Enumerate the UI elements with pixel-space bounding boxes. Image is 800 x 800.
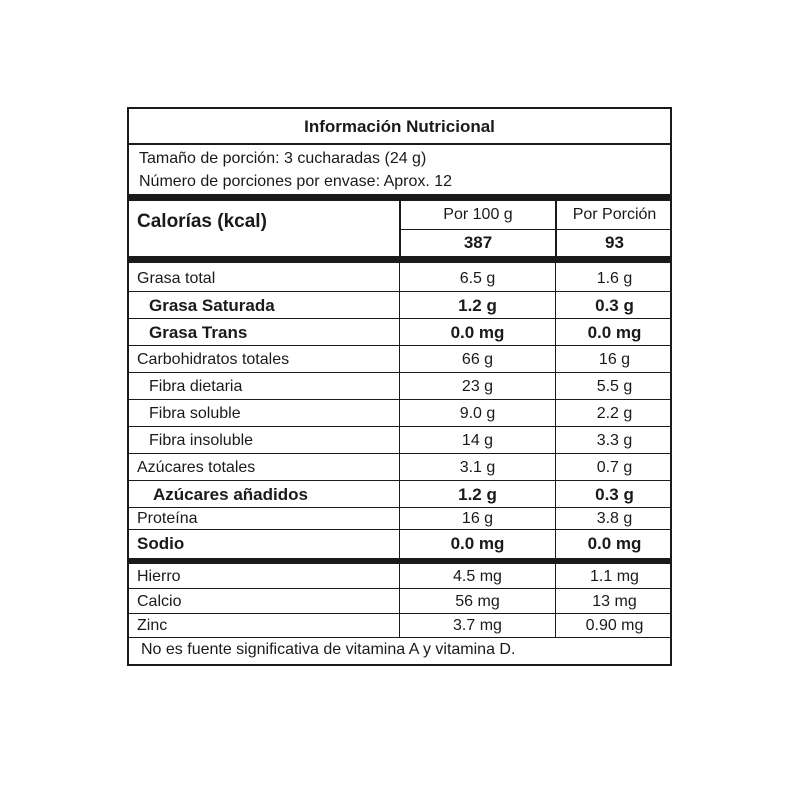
nutrient-per-100g: 9.0 g (459, 405, 496, 422)
nutrient-label: Proteína (137, 510, 198, 527)
calories-per-100g: 387 (463, 233, 493, 252)
nutrient-per-100g: 0.0 mg (450, 323, 505, 342)
nutrient-label: Azúcares añadidos (153, 485, 308, 504)
serving-info (139, 147, 452, 193)
nutrient-per-100g: 1.2 g (458, 296, 497, 315)
nutrient-per-serving: 2.2 g (596, 405, 633, 422)
nutrient-row-carbohidratos (129, 346, 670, 373)
nutrient-label: Fibra insoluble (149, 432, 254, 449)
nutrient-row-fibra-insoluble (129, 427, 670, 454)
calories-per-serving: 93 (605, 233, 624, 252)
serving-size: Tamaño de porción: 3 cucharadas (24 g) (139, 150, 427, 167)
nutrient-per-serving: 16 g (598, 351, 631, 368)
mineral-label: Hierro (137, 568, 181, 585)
thick-divider-calories (129, 256, 670, 263)
nutrient-label: Grasa Trans (149, 323, 248, 342)
nutrient-row-fibra-soluble (129, 400, 670, 427)
nutrient-row-sodio (129, 530, 670, 558)
mineral-per-100g: 56 mg (455, 593, 500, 610)
nutrient-per-serving: 0.0 mg (587, 534, 642, 553)
nutrient-per-serving: 1.6 g (596, 270, 633, 287)
nutrient-row-azucares-totales (129, 454, 670, 481)
mineral-per-serving: 1.1 mg (590, 568, 639, 585)
nutrient-per-serving: 0.3 g (595, 485, 634, 504)
mineral-per-100g: 4.5 mg (453, 568, 502, 585)
mineral-row-zinc (129, 614, 670, 638)
nutrient-label: Sodio (137, 534, 185, 553)
per-serving-header: Por Porción (572, 206, 657, 223)
footnote: No es fuente significativa de vitamina A y vitamina D. (141, 641, 516, 658)
mineral-per-serving: 13 mg (592, 593, 637, 610)
nutrient-per-100g: 23 g (461, 378, 494, 395)
nutrient-row-grasa-saturada (129, 292, 670, 319)
nutrient-label: Grasa total (137, 270, 216, 287)
nutrient-row-fibra-dietaria (129, 373, 670, 400)
per-100g-header: Por 100 g (443, 206, 513, 223)
nutrient-per-serving: 0.3 g (595, 296, 634, 315)
nutrient-per-100g: 6.5 g (459, 270, 496, 287)
nutrient-row-grasa-trans (129, 319, 670, 346)
nutrient-per-serving: 0.0 mg (587, 323, 642, 342)
nutrient-row-azucares-anadidos (129, 481, 670, 508)
nutrient-per-100g: 16 g (461, 510, 494, 527)
nutrient-per-100g: 1.2 g (458, 485, 497, 504)
thick-divider-top (129, 194, 670, 201)
nutrient-per-serving: 3.3 g (596, 432, 633, 449)
nutrient-per-serving: 3.8 g (596, 510, 633, 527)
mineral-row-calcio (129, 589, 670, 614)
calories-label: Calorías (kcal) (137, 211, 267, 232)
mineral-per-serving: 0.90 mg (585, 617, 644, 634)
mineral-per-100g: 3.7 mg (453, 617, 502, 634)
mineral-label: Calcio (137, 593, 182, 610)
nutrient-row-proteina (129, 508, 670, 530)
nutrient-row-grasa-total (129, 265, 670, 292)
nutrient-per-100g: 14 g (461, 432, 494, 449)
nutrient-per-100g: 66 g (461, 351, 494, 368)
nutrient-label: Fibra soluble (149, 405, 241, 422)
mineral-label: Zinc (137, 617, 168, 634)
nutrient-per-100g: 0.0 mg (450, 534, 505, 553)
nutrient-label: Azúcares totales (137, 459, 256, 476)
nutrient-label: Fibra dietaria (149, 378, 243, 395)
nutrient-per-serving: 5.5 g (596, 378, 633, 395)
mineral-row-hierro (129, 564, 670, 589)
calories-header-rule (399, 229, 670, 230)
nutrient-per-100g: 3.1 g (459, 459, 496, 476)
nutrition-facts-panel (127, 107, 672, 666)
nutrient-label: Carbohidratos totales (137, 351, 290, 368)
servings-per-container: Número de porciones por envase: Aprox. 12 (139, 173, 453, 190)
nutrient-label: Grasa Saturada (149, 296, 275, 315)
panel-title: Información Nutricional (129, 109, 670, 145)
nutrient-per-serving: 0.7 g (596, 459, 633, 476)
